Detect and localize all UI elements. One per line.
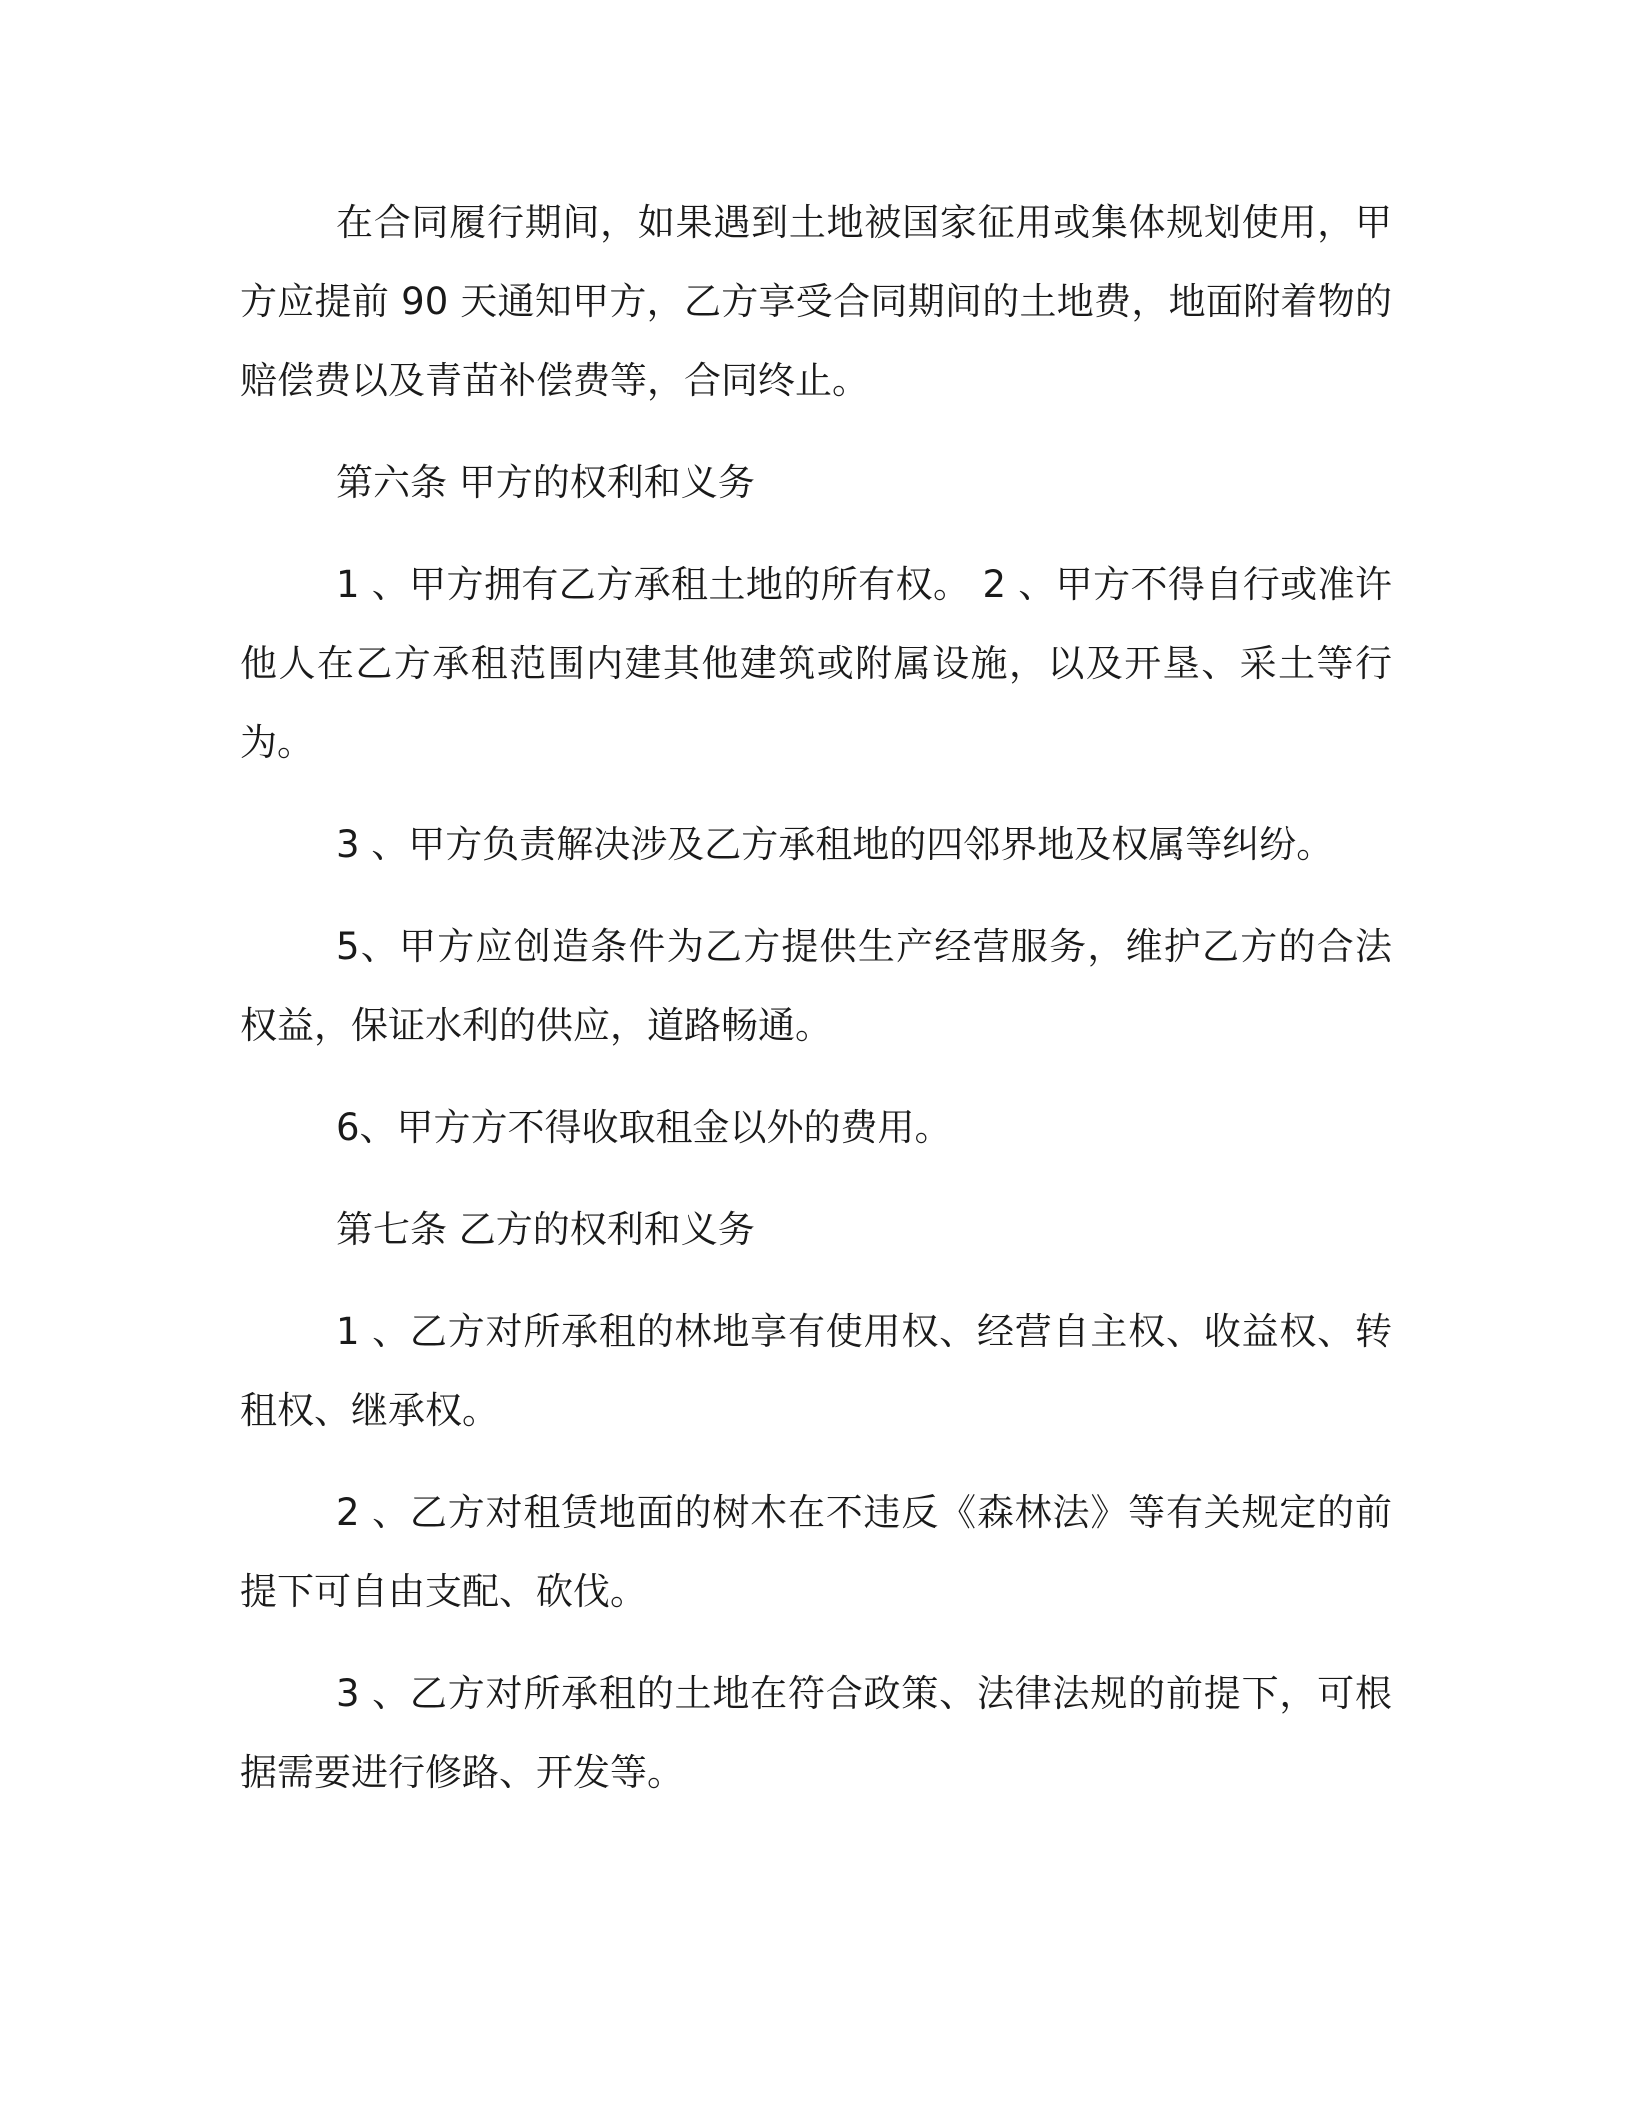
paragraph-article-seven-item-3: 3 、乙方对所承租的土地在符合政策、法律法规的前提下，可根据需要进行修路、开发等。 <box>240 1672 1392 1794</box>
paragraph-article-six-items-1-2: 1 、甲方拥有乙方承租土地的所有权。 2 、甲方不得自行或准许他人在乙方承租范围内建其他建筑或附属设施，以及开垦、采土等行为。 <box>240 563 1392 764</box>
heading-article-seven: 第七条 乙方的权利和义务 <box>336 1208 755 1251</box>
paragraph-land-requisition: 在合同履行期间，如果遇到土地被国家征用或集体规划使用，甲方应提前 90 天通知甲方，乙方享受合同期间的土地费，地面附着物的赔偿费以及青苗补偿费等，合同终止。 <box>240 201 1392 402</box>
paragraph-article-seven-item-1: 1 、乙方对所承租的林地享有使用权、经营自主权、收益权、转租权、继承权。 <box>240 1310 1392 1432</box>
paragraph-article-seven-item-2: 2 、乙方对租赁地面的树木在不违反《森林法》等有关规定的前提下可自由支配、砍伐。 <box>240 1491 1392 1613</box>
paragraph-article-six-item-6: 6、甲方方不得收取租金以外的费用。 <box>336 1106 952 1149</box>
paragraph-article-six-item-5: 5、甲方应创造条件为乙方提供生产经营服务，维护乙方的合法权益，保证水利的供应，道路畅通。 <box>240 925 1392 1047</box>
paragraph-article-six-item-3: 3 、甲方负责解决涉及乙方承租地的四邻界地及权属等纠纷。 <box>336 823 1334 866</box>
document-body <box>240 183 1392 1835</box>
heading-article-six: 第六条 甲方的权利和义务 <box>336 461 755 504</box>
